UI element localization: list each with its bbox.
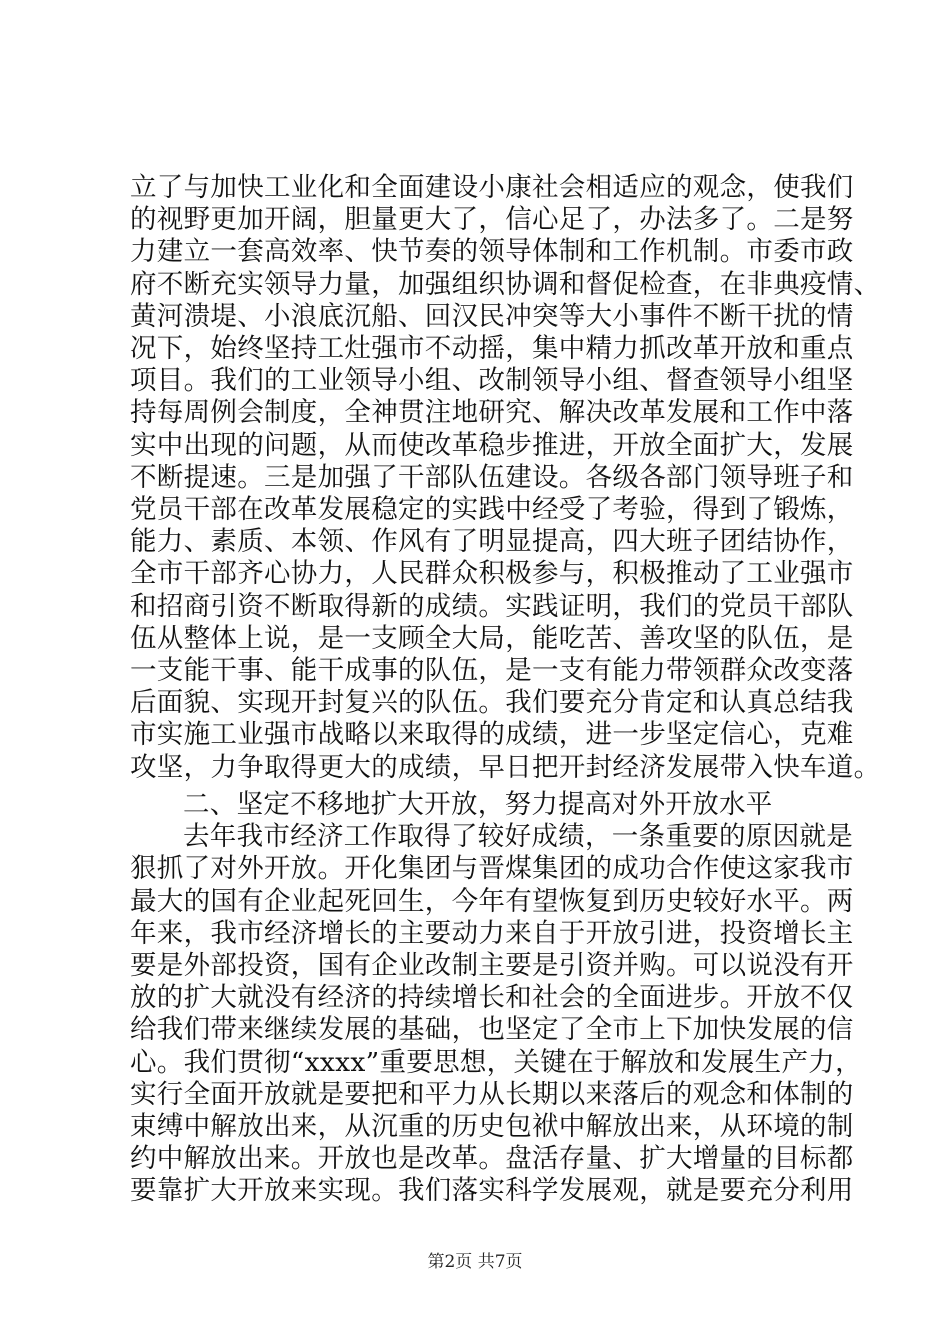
text-line: 年来，我市经济增长的主要动力来自于开放引进，投资增长主 [130, 917, 854, 949]
text-line: 攻坚，力争取得更大的成绩，早日把开封经济发展带入快车道。 [130, 751, 881, 783]
text-line: 持每周例会制度，全神贯注地研究、解决改革发展和工作中落 [130, 397, 854, 429]
text-line: 力建立一套高效率、快节奏的领导体制和工作机制。市委市政 [130, 236, 854, 268]
text-line: 市实施工业强市战略以来取得的成绩，进一步坚定信心，克难 [130, 719, 854, 751]
text-line: 全市干部齐心协力，人民群众积极参与，积极推动了工业强市 [130, 558, 854, 590]
text-line: 府不断充实领导力量，加强组织协调和督促检查，在非典疫情、 [130, 268, 881, 300]
text-line: 心。我们贯彻“xxxx”重要思想，关键在于解放和发展生产力， [130, 1046, 862, 1078]
section-2-body [130, 789, 862, 1208]
text-line: 最大的国有企业起死回生，今年有望恢复到历史较好水平。两 [130, 885, 854, 917]
text-line: 况下，始终坚持工灶强市不动摇，集中精力抓改革开放和重点 [130, 333, 854, 365]
text-line: 不断提速。三是加强了干部队伍建设。各级各部门领导班子和 [130, 461, 854, 493]
text-line: 的视野更加开阔，胆量更大了，信心足了，办法多了。二是努 [130, 204, 854, 236]
text-line: 束缚中解放出来，从沉重的历史包袱中解放出来，从环境的制 [130, 1111, 854, 1143]
text-line: 约中解放出来。开放也是改革。盘活存量、扩大增量的目标都 [130, 1143, 854, 1175]
text-line: 立了与加快工业化和全面建设小康社会相适应的观念，使我们 [130, 172, 854, 203]
text-line: 伍从整体上说，是一支顾全大局，能吃苦、善攻坚的队伍，是 [130, 622, 854, 654]
text-line: 要是外部投资，国有企业改制主要是引资并购。可以说没有开 [130, 950, 854, 982]
section-heading: 二、坚定不移地扩大开放，努力提高对外开放水平 [183, 789, 773, 820]
text-line: 放的扩大就没有经济的持续增长和社会的全面进步。开放不仅 [130, 982, 854, 1014]
page-footer: 第2页 共7页 [427, 1252, 523, 1272]
text-line: 能力、素质、本领、作风有了明显提高，四大班子团结协作， [130, 526, 854, 558]
text-line: 和招商引资不断取得新的成绩。实践证明，我们的党员干部队 [130, 590, 854, 622]
text-line: 一支能干事、能干成事的队伍，是一支有能力带领群众改变落 [130, 655, 854, 687]
text-line: 党员干部在改革发展稳定的实践中经受了考验，得到了锻炼， [130, 494, 854, 526]
text-line: 给我们带来继续发展的基础，也坚定了全市上下加快发展的信 [130, 1014, 854, 1046]
text-line: 狠抓了对外开放。开化集团与晋煤集团的成功合作使这家我市 [130, 853, 854, 885]
text-line: 后面貌、实现开封复兴的队伍。我们要充分肯定和认真总结我 [130, 687, 854, 719]
text-line: 项目。我们的工业领导小组、改制领导小组、督查领导小组坚 [130, 365, 854, 397]
text-line: 实行全面开放就是要把和平力从长期以来落后的观念和体制的 [130, 1078, 854, 1110]
text-line: 黄河溃堤、小浪底沉船、回汉民冲突等大小事件不断干扰的情 [130, 300, 854, 332]
section-1-body [130, 172, 881, 784]
text-line: 要靠扩大开放来实现。我们落实科学发展观，就是要充分利用 [130, 1175, 854, 1207]
text-line: 实中出现的问题，从而使改革稳步推进，开放全面扩大，发展 [130, 429, 854, 461]
text-line: 去年我市经济工作取得了较好成绩，一条重要的原因就是 [183, 821, 853, 853]
